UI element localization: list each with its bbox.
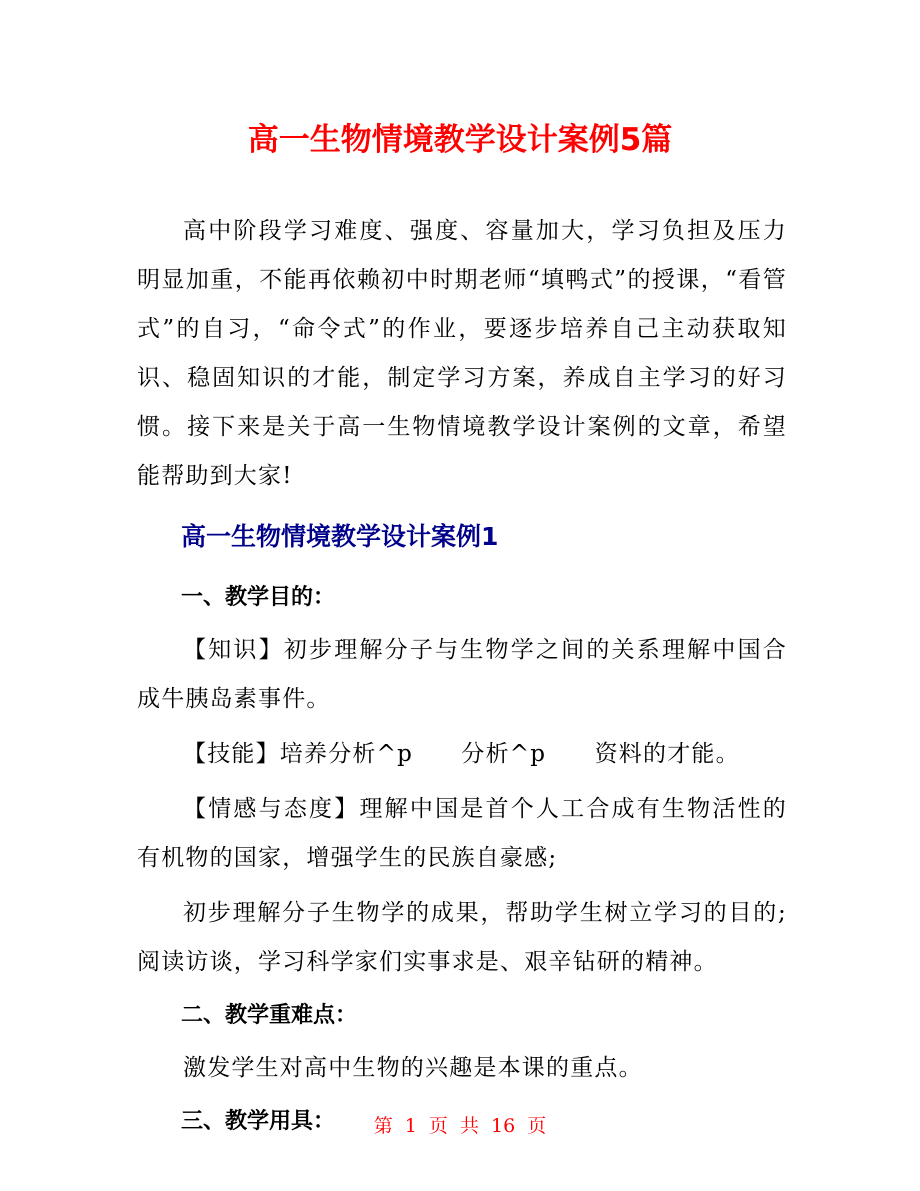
skill-paragraph: 【技能】培养分析^p 分析^p 资料的才能。 — [183, 741, 740, 767]
goal-extra-paragraph: 初步理解分子生物学的成果，帮助学生树立学习的目的;阅读访谈，学习科学家们实事求是、艰辛钻研的精神。 — [137, 900, 787, 975]
emotion-paragraph: 【情感与态度】理解中国是首个人工合成有生物活性的有机物的国家，增强学生的民族自豪感; — [137, 796, 787, 871]
heading-key-points: 二、教学重难点： — [181, 1003, 358, 1028]
document-body — [137, 207, 787, 1150]
page-number-footer: 第 1 页 共 16 页 — [373, 1115, 547, 1137]
document-title: 高一生物情境教学设计案例5篇 — [247, 122, 673, 158]
knowledge-paragraph: 【知识】初步理解分子与生物学之间的关系理解中国合成牛胰岛素事件。 — [137, 637, 787, 712]
heading-teaching-goals: 一、教学目的： — [181, 585, 336, 610]
intro-paragraph: 高中阶段学习难度、强度、容量加大，学习负担及压力明显加重，不能再依赖初中时期老师“填鸭式”的授课，“看管式”的自习，“命令式”的作业，要逐步培养自己主动获取知识、稳固知识的才能，制定学习方案，养成自主学习的好习惯。接下来是关于高一生物情境教学设计案例的文章，希望能帮助到大家! — [137, 218, 787, 489]
section-title: 高一生物情境教学设计案例1 — [181, 522, 499, 551]
heading-teaching-tools: 三、教学用具： — [181, 1109, 336, 1134]
key-point-paragraph: 激发学生对高中生物的兴趣是本课的重点。 — [183, 1055, 643, 1081]
